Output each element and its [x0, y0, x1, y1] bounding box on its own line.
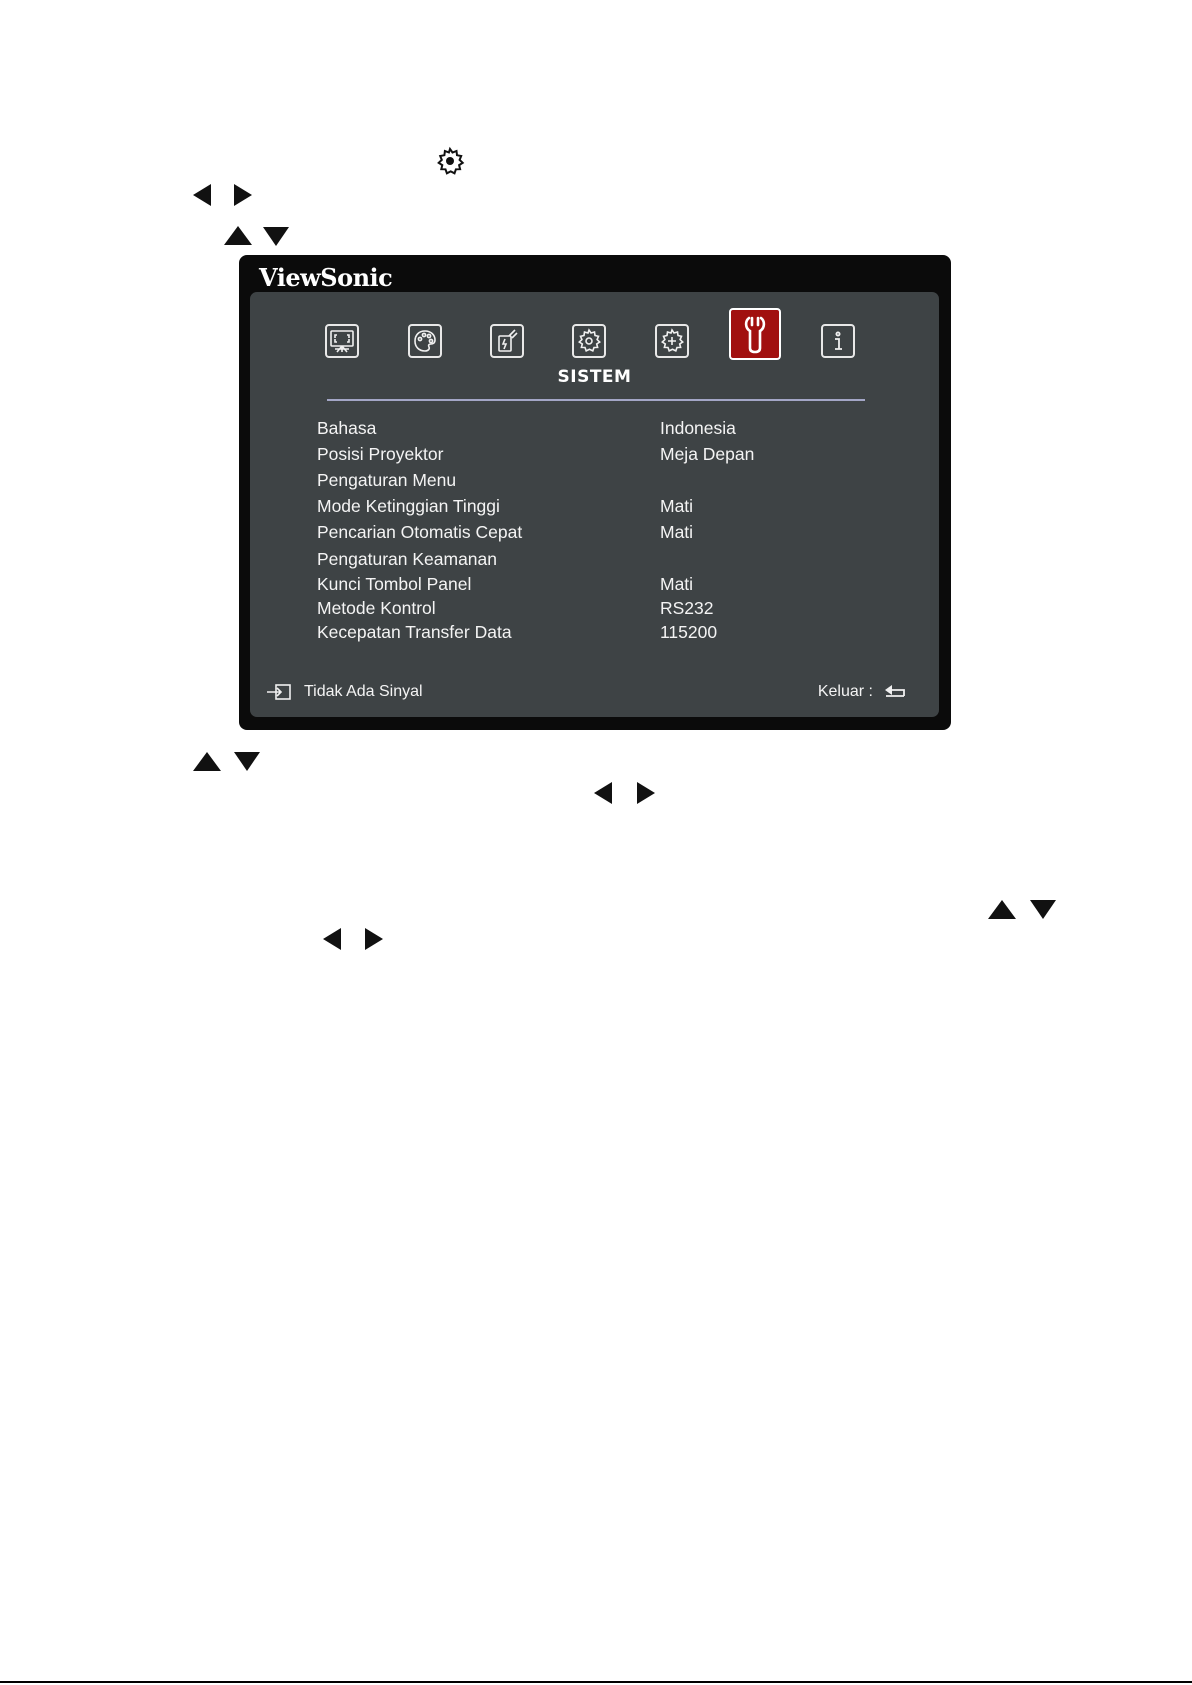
osd-menu-window — [239, 255, 951, 730]
signal-status-text: Tidak Ada Sinyal — [304, 683, 423, 700]
info-icon[interactable] — [821, 324, 855, 358]
arrow-down-icon — [234, 752, 260, 771]
brand-logo: ViewSonic — [259, 263, 393, 292]
arrow-up-icon — [988, 900, 1016, 919]
menu-item-value: Meja Depan — [660, 444, 755, 464]
menu-item-pengaturan-keamanan[interactable] — [317, 549, 877, 573]
advanced-gear-icon[interactable] — [655, 324, 689, 358]
menu-item-label: Metode Kontrol — [317, 598, 436, 618]
arrow-left-icon — [594, 782, 612, 804]
arrow-left-icon — [193, 184, 211, 206]
palette-icon[interactable] — [408, 324, 442, 358]
menu-item-value: RS232 — [660, 598, 714, 618]
menu-item-posisi-proyektor[interactable] — [317, 444, 877, 468]
menu-item-bahasa[interactable] — [317, 418, 877, 442]
divider — [327, 399, 865, 401]
signal-status — [266, 681, 423, 703]
menu-item-kunci-tombol-panel[interactable] — [317, 574, 877, 598]
arrow-right-icon — [637, 782, 655, 804]
arrow-right-icon — [365, 928, 383, 950]
exit-hint — [818, 681, 907, 703]
power-icon[interactable] — [490, 324, 524, 358]
menu-item-value: Mati — [660, 522, 694, 542]
menu-item-label: Pengaturan Keamanan — [317, 549, 497, 569]
exit-hint-text: Keluar : — [817, 683, 873, 700]
arrow-up-icon — [224, 226, 252, 245]
section-title: SISTEM — [557, 367, 632, 387]
arrow-up-icon — [193, 752, 221, 771]
menu-item-kecepatan-transfer-data[interactable] — [317, 622, 877, 646]
menu-item-label: Bahasa — [317, 418, 377, 438]
menu-item-label: Pengaturan Menu — [317, 470, 457, 490]
menu-item-mode-ketinggian-tinggi[interactable] — [317, 496, 877, 520]
wrench-icon[interactable] — [729, 308, 781, 360]
menu-item-value: Mati — [660, 574, 694, 594]
menu-item-metode-kontrol[interactable] — [317, 598, 877, 622]
menu-item-label: Kecepatan Transfer Data — [317, 622, 512, 642]
return-icon — [883, 683, 907, 701]
menu-item-value: Mati — [660, 496, 694, 516]
menu-item-label: Pencarian Otomatis Cepat — [317, 522, 523, 542]
basic-gear-icon[interactable] — [572, 324, 606, 358]
arrow-left-icon — [323, 928, 341, 950]
page-footer-rule — [0, 1681, 1192, 1683]
menu-item-label: Mode Ketinggian Tinggi — [317, 496, 500, 516]
arrow-down-icon — [1030, 900, 1056, 919]
gear-icon — [434, 146, 466, 176]
display-icon[interactable] — [325, 324, 359, 358]
menu-item-pengaturan-menu[interactable] — [317, 470, 877, 494]
menu-item-label: Posisi Proyektor — [317, 444, 444, 464]
menu-item-pencarian-otomatis-cepat[interactable] — [317, 522, 877, 546]
arrow-right-icon — [234, 184, 252, 206]
menu-item-value: Indonesia — [660, 418, 736, 438]
menu-item-label: Kunci Tombol Panel — [317, 574, 472, 594]
menu-item-value: 115200 — [660, 622, 718, 642]
input-source-icon — [266, 683, 292, 701]
arrow-down-icon — [263, 227, 289, 246]
osd-panel — [250, 292, 939, 717]
